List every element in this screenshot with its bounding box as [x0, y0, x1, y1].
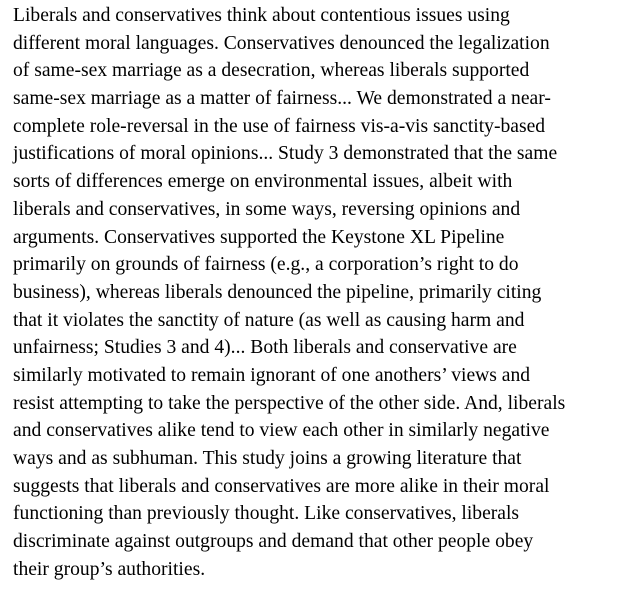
- text-line: functioning than previously thought. Like conservatives, liberals: [13, 503, 520, 525]
- text-line: similarly motivated to remain ignorant of one anothers’ views and: [13, 364, 531, 386]
- text-line: unfairness; Studies 3 and 4)... Both liberals and conservative are: [13, 337, 517, 359]
- text-line: of same-sex marriage as a desecration, whereas liberals supported: [13, 60, 530, 82]
- text-line: complete role-reversal in the use of fairness vis-a-vis sanctity-based: [13, 115, 546, 137]
- text-line: resist attempting to take the perspective of the other side. And, liberals: [13, 392, 566, 414]
- text-line: justifications of moral opinions... Study 3 demonstrated that the same: [13, 143, 558, 165]
- text-line: different moral languages. Conservatives denounced the legalization: [13, 32, 550, 54]
- text-line: and conservatives alike tend to view each other in similarly negative: [13, 420, 550, 442]
- text-line: their group’s authorities.: [13, 558, 206, 580]
- text-line: discriminate against outgroups and demand that other people obey: [13, 531, 534, 553]
- text-line: liberals and conservatives, in some ways, reversing opinions and: [13, 198, 521, 220]
- text-line: arguments. Conservatives supported the Keystone XL Pipeline: [13, 226, 505, 248]
- text-line: sorts of differences emerge on environmental issues, albeit with: [13, 171, 513, 193]
- text-line: business), whereas liberals denounced the pipeline, primarily citing: [13, 281, 542, 303]
- text-line: primarily on grounds of fairness (e.g., a corporation’s right to do: [13, 254, 519, 276]
- text-line: Liberals and conservatives think about contentious issues using: [13, 5, 510, 26]
- text-line: that it violates the sanctity of nature (as well as causing harm and: [13, 309, 525, 331]
- document-text: [13, 2, 613, 583]
- text-line: suggests that liberals and conservatives are more alike in their moral: [13, 475, 550, 497]
- text-line: ways and as subhuman. This study joins a growing literature that: [13, 448, 522, 469]
- text-line: same-sex marriage as a matter of fairness... We demonstrated a near-: [13, 88, 551, 110]
